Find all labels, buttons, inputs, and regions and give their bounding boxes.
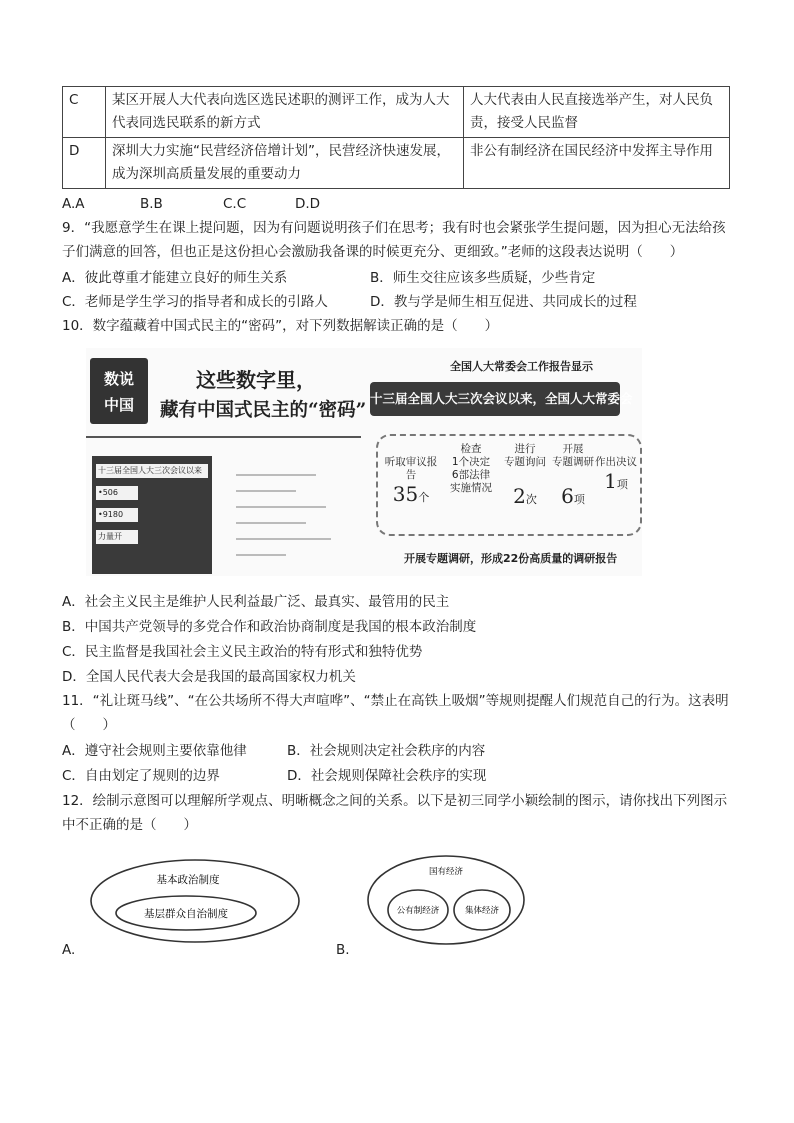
q8-option-a[interactable]: A.A — [62, 196, 85, 212]
stat-item — [502, 430, 548, 520]
row-event: 某区开展人大代表向选区选民述职的测评工作，成为人大代表同选民联系的新方式 — [106, 87, 464, 138]
q10-option-a[interactable]: A．社会主义民主是维护人民利益最广泛、最真实、最管用的民主 — [62, 594, 450, 610]
stat-number: 35 — [392, 482, 419, 506]
headline-line1: 这些数字里， — [196, 368, 316, 392]
stat-label: 听取审议报告 — [384, 456, 438, 481]
infographic-right — [370, 348, 642, 576]
photo-caption: •9180 — [96, 508, 138, 522]
stat-item — [592, 456, 640, 492]
stat-number: 6 — [561, 484, 574, 508]
report-ribbon: 十三届全国人大三次会议以来，全国人大常委会 — [370, 382, 620, 416]
infographic-banner — [86, 354, 367, 438]
q11-option-a[interactable]: A．遵守社会规则主要依靠他律 — [62, 743, 247, 759]
stat-unit: 项 — [616, 478, 628, 491]
q8-option-c[interactable]: C.C — [223, 196, 247, 212]
q10-option-d[interactable]: D．全国人民代表大会是我国的最高国家权力机关 — [62, 669, 356, 685]
row-letter: C — [63, 87, 106, 138]
q11-option-c[interactable]: C．自由划定了规则的边界 — [62, 768, 220, 784]
q9-option-a[interactable]: A．彼此尊重才能建立良好的师生关系 — [62, 270, 288, 286]
diagram-b — [364, 852, 528, 948]
photo-caption: •506 — [96, 486, 138, 500]
stat-number: 2 — [513, 484, 526, 508]
stat-label: 检查 1个决定 6部法律 实施情况 — [450, 443, 492, 494]
q10-option-c[interactable]: C．民主监督是我国社会主义民主政治的特有形式和独特优势 — [62, 644, 423, 660]
diagram-a-label[interactable]: A. — [62, 942, 76, 958]
q11-option-b[interactable]: B．社会规则决定社会秩序的内容 — [287, 743, 486, 759]
stat-label: 开展 专题调研 — [552, 443, 594, 468]
row-letter: D — [63, 138, 106, 189]
q9-stem: 9．“我愿意学生在课上提问题，因为有问题说明孩子们在思考；我有时也会紧张学生提问题，因为担心无法给孩子们满意的回答，但也正是这份担心会激励我备课的时候更充分、更细致。”老师的这段表达说明（ ） — [62, 220, 726, 260]
table-row — [63, 87, 730, 138]
q12-stem: 12．绘制示意图可以理解所学观点、明晰概念之间的关系。以下是初三同学小颖绘制的图示，请你找出下列图示中不正确的是（ ） — [62, 793, 728, 833]
q8-option-d[interactable]: D.D — [295, 196, 321, 212]
news-photo — [92, 456, 212, 574]
q10-stem: 10．数字蕴藏着中国式民主的“密码”，对下列数据解读正确的是（ ） — [62, 318, 499, 334]
logo-top-text: 数说 — [103, 370, 134, 388]
stat-label: 作出决议 — [595, 456, 637, 468]
stat-unit: 项 — [573, 493, 585, 506]
outer-label: 基本政治制度 — [156, 874, 220, 886]
inner-label: 基层群众自治制度 — [144, 908, 228, 920]
stat-number: 1 — [604, 469, 617, 493]
stat-label: 进行 专题询问 — [504, 443, 546, 468]
stat-item — [380, 456, 442, 505]
q11-option-d[interactable]: D．社会规则保障社会秩序的实现 — [287, 768, 487, 784]
q8-option-b[interactable]: B.B — [140, 196, 163, 212]
stat-unit: 次 — [525, 493, 537, 506]
row-view: 非公有制经济在国民经济中发挥主导作用 — [464, 138, 730, 189]
row-view: 人大代表由人民直接选举产生，对人民负责，接受人民监督 — [464, 87, 730, 138]
photo-caption: 十三届全国人大三次会议以来 — [96, 464, 208, 478]
options-table — [62, 86, 730, 189]
diagram-a — [88, 856, 302, 946]
logo-bottom-text: 中国 — [103, 396, 134, 414]
q9-option-d[interactable]: D．教与学是师生相互促进、共同成长的过程 — [370, 294, 637, 310]
headline-line2: 藏有中国式民主的“密码” — [160, 400, 367, 421]
q9-option-c[interactable]: C．老师是学生学习的指导者和成长的引路人 — [62, 294, 328, 310]
diagram-b-label[interactable]: B. — [336, 942, 350, 958]
q11-stem: 11．“礼让斑马线”、“在公共场所不得大声喧哗”、“禁止在高铁上吸烟”等规则提醒人们规范自己的行为。这表明（ ） — [62, 693, 729, 733]
report-footer: 开展专题调研，形成22份高质量的调研报告 — [404, 552, 618, 565]
q9-option-b[interactable]: B．师生交往应该多些质疑，少些肯定 — [370, 270, 596, 286]
stat-item — [444, 430, 498, 508]
photo-caption: 力量开 — [96, 530, 138, 544]
inner-left-label: 公有制经济 — [396, 906, 440, 916]
stat-unit: 个 — [418, 491, 430, 504]
inner-right-label: 集体经济 — [464, 906, 500, 916]
report-title: 全国人大常委会工作报告显示 — [450, 360, 593, 373]
outer-label: 国有经济 — [428, 867, 464, 877]
faded-text-block — [236, 460, 346, 570]
q10-option-b[interactable]: B．中国共产党领导的多党合作和政治协商制度是我国的根本政治制度 — [62, 619, 477, 635]
table-row — [63, 138, 730, 189]
infographic-left — [86, 348, 367, 576]
row-event: 深圳大力实施“民营经济倍增计划”，民营经济快速发展，成为深圳高质量发展的重要动力 — [106, 138, 464, 189]
logo — [90, 358, 148, 424]
q10-infographic — [86, 348, 642, 576]
stats-panel — [376, 434, 642, 536]
